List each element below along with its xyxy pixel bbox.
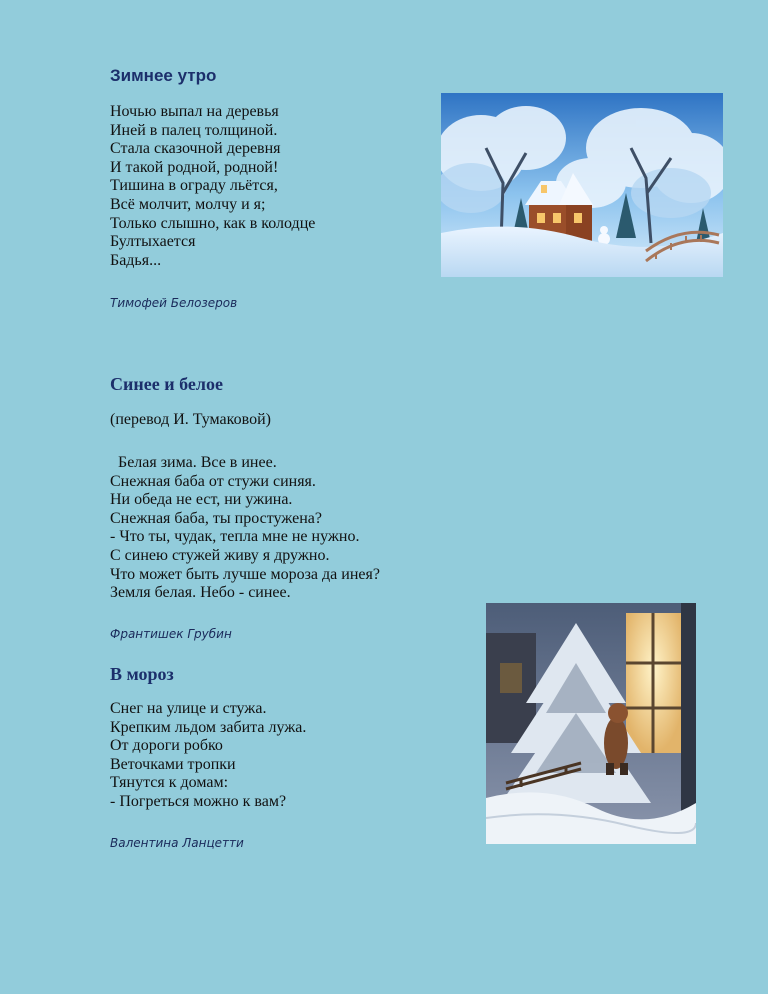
poem-body	[110, 700, 306, 812]
poem-line: Белая зима. Все в инее.	[110, 454, 277, 471]
poem-line: И такой родной, родной!	[110, 158, 279, 176]
poem-line: Крепким льдом забита лужа.	[110, 718, 307, 736]
poem-line: Ночью выпал на деревья	[110, 103, 279, 120]
poem-title: Синее и белое	[110, 374, 223, 394]
poem-title: Зимнее утро	[110, 66, 217, 85]
poem-line: Всё молчит, молчу и я;	[110, 195, 266, 213]
poem-line: Снег на улице и стужа.	[110, 700, 267, 717]
poem-line: Что может быть лучше мороза да инея?	[110, 565, 380, 583]
poem-line: Снежная баба от стужи синяя.	[110, 472, 316, 490]
poem-line: Бултыхается	[110, 233, 196, 251]
poem-line: - Что ты, чудак, тепла мне не нужно.	[110, 528, 360, 546]
translator-note: (перевод И. Тумаковой)	[110, 411, 271, 428]
poem-body	[110, 454, 380, 603]
poem-line: Иней в палец толщиной.	[110, 121, 278, 139]
poem-author: Франтишек Грубин	[110, 627, 232, 641]
poem-line: Только слышно, как в колодце	[110, 214, 316, 232]
child-at-window-illustration	[486, 603, 696, 844]
poem-line: - Погреться можно к вам?	[110, 792, 287, 810]
poem-line: От дороги робко	[110, 737, 223, 755]
poem-body	[110, 103, 315, 270]
winter-village-illustration	[441, 93, 723, 277]
poem-line: Тишина в ограду льётся,	[110, 177, 278, 195]
poem-title: В мороз	[110, 664, 174, 684]
poem-line: Земля белая. Небо - синее.	[110, 584, 291, 602]
poem-author: Валентина Ланцетти	[110, 836, 244, 850]
poem-line: С синею стужей живу я дружно.	[110, 546, 330, 564]
poem-line: Снежная баба, ты простужена?	[110, 509, 322, 527]
poem-line: Веточками тропки	[110, 755, 236, 773]
poem-line: Бадья...	[110, 251, 162, 269]
poem-line: Ни обеда не ест, ни ужина.	[110, 491, 293, 509]
poem-line: Тянутся к домам:	[110, 774, 229, 792]
poem-line: Стала сказочной деревня	[110, 140, 281, 158]
poem-author: Тимофей Белозеров	[110, 296, 238, 310]
